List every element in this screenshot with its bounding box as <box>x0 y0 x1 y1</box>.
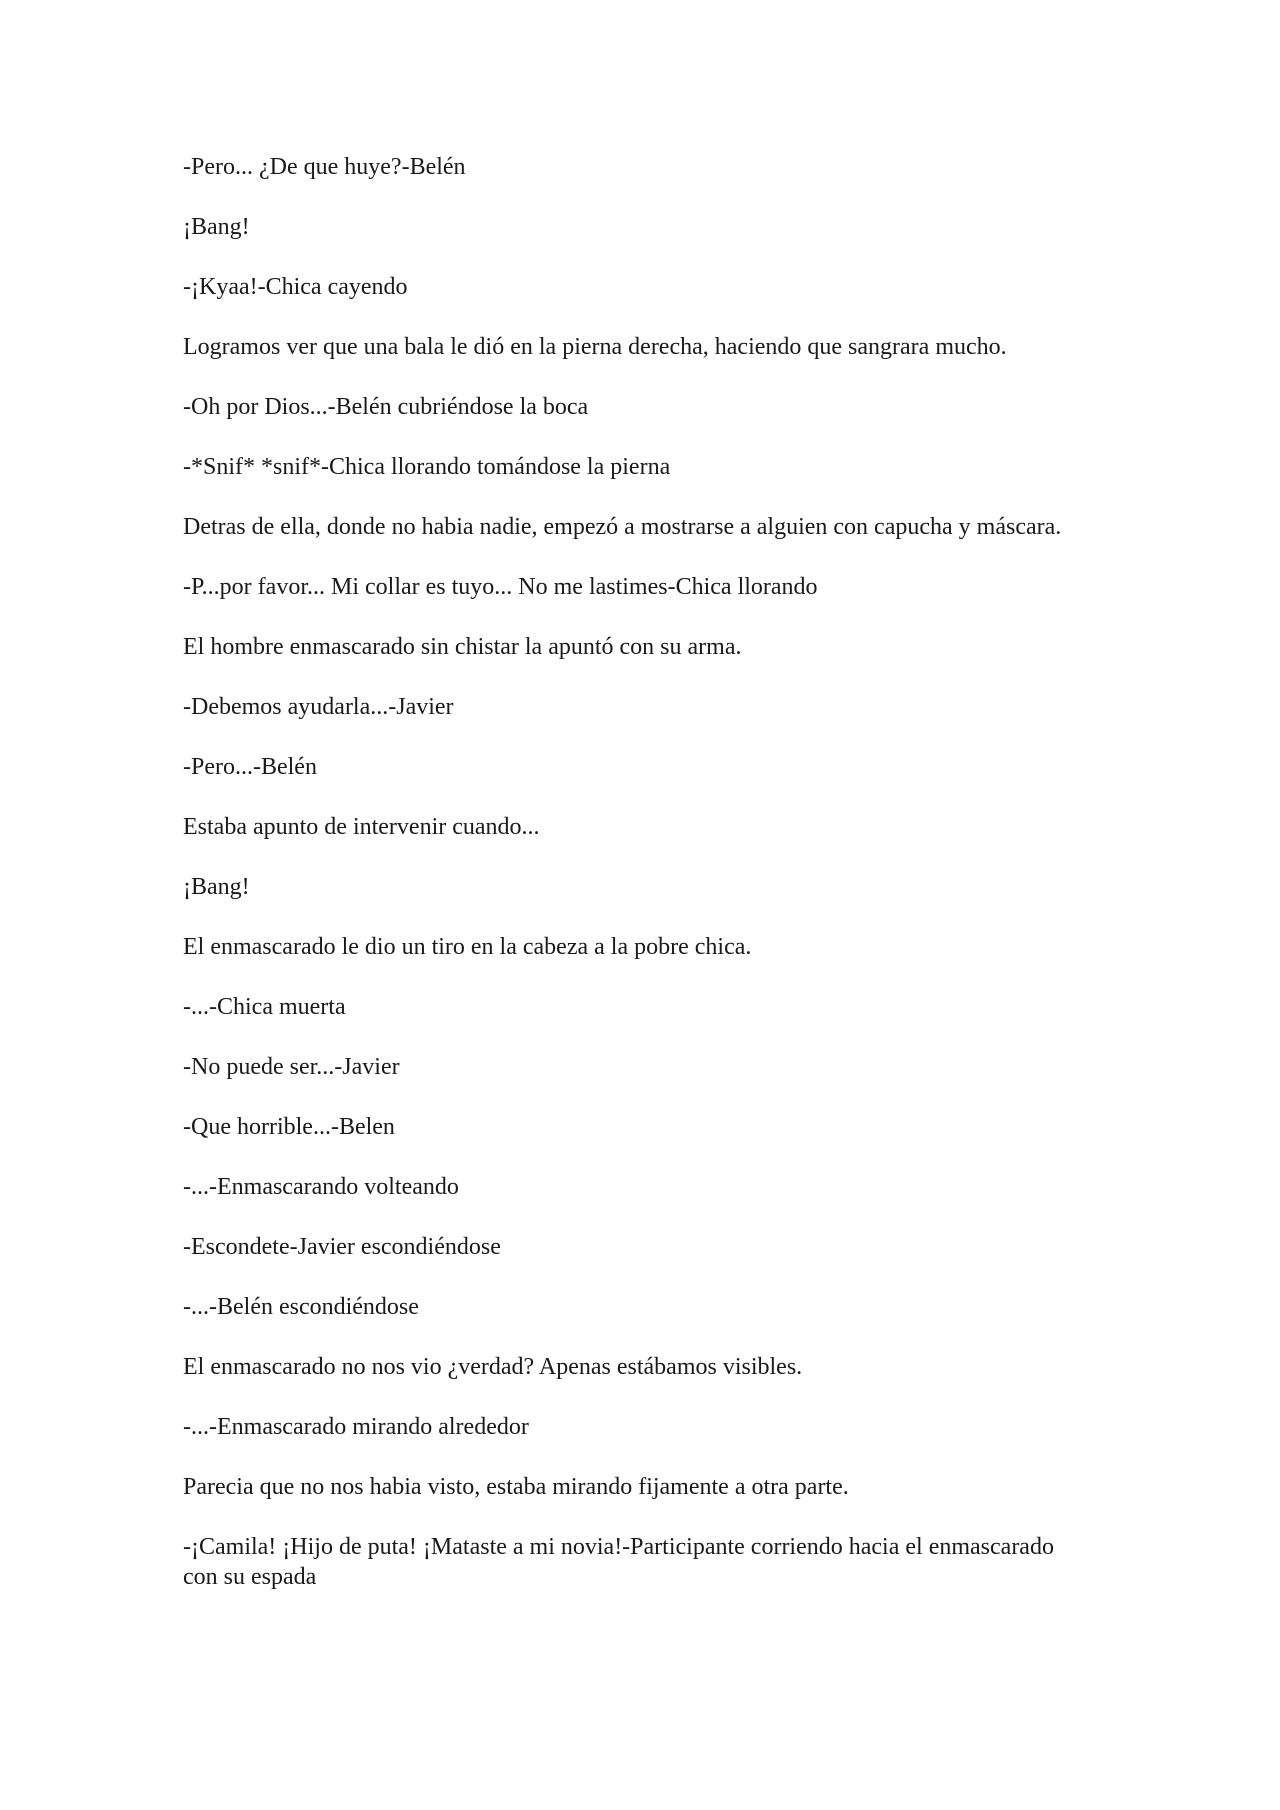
paragraph: Estaba apunto de intervenir cuando... <box>183 814 540 840</box>
paragraph: -¡Camila! ¡Hijo de puta! ¡Mataste a mi novia!-Participante corriendo hacia el enmascarado con su espada <box>183 1534 1054 1590</box>
paragraph: -Pero... ¿De que huye?-Belén <box>183 154 466 180</box>
paragraph: ¡Bang! <box>183 874 250 900</box>
paragraph: -...-Enmascarado mirando alrededor <box>183 1414 529 1440</box>
paragraph: El hombre enmascarado sin chistar la apuntó con su arma. <box>183 634 742 660</box>
paragraph: -*Snif* *snif*-Chica llorando tomándose la pierna <box>183 454 671 480</box>
paragraph: -...-Belén escondiéndose <box>183 1294 419 1320</box>
paragraph: ¡Bang! <box>183 214 250 240</box>
paragraph: -Escondete-Javier escondiéndose <box>183 1234 501 1260</box>
paragraph: El enmascarado le dio un tiro en la cabeza a la pobre chica. <box>183 934 752 960</box>
paragraph: Logramos ver que una bala le dió en la pierna derecha, haciendo que sangrara mucho. <box>183 334 1007 360</box>
paragraph: El enmascarado no nos vio ¿verdad? Apenas estábamos visibles. <box>183 1354 803 1380</box>
paragraph: -...-Chica muerta <box>183 994 346 1020</box>
paragraph: Detras de ella, donde no habia nadie, empezó a mostrarse a alguien con capucha y máscara. <box>183 514 1062 540</box>
paragraph: -P...por favor... Mi collar es tuyo... No me lastimes-Chica llorando <box>183 574 818 600</box>
paragraph: -¡Kyaa!-Chica cayendo <box>183 274 408 300</box>
document-body <box>183 152 1083 1622</box>
paragraph: -...-Enmascarando volteando <box>183 1174 459 1200</box>
paragraph: -No puede ser...-Javier <box>183 1054 400 1080</box>
paragraph: -Debemos ayudarla...-Javier <box>183 694 454 720</box>
paragraph: -Pero...-Belén <box>183 754 317 780</box>
paragraph: Parecia que no nos habia visto, estaba mirando fijamente a otra parte. <box>183 1474 849 1500</box>
paragraph: -Oh por Dios...-Belén cubriéndose la boca <box>183 394 589 420</box>
paragraph: -Que horrible...-Belen <box>183 1114 395 1140</box>
